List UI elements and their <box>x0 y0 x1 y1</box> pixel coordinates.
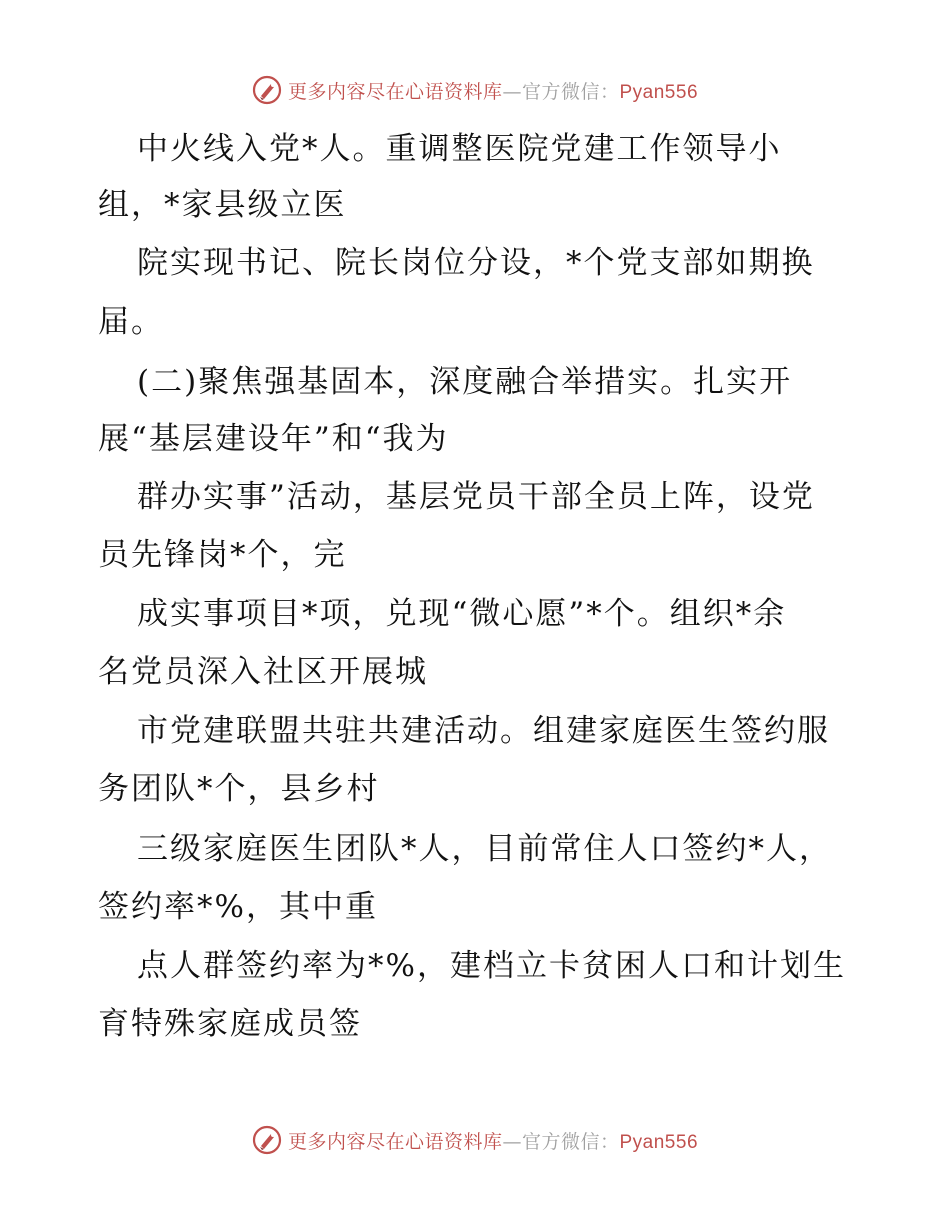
body-line: 务团队*个，县乡村 <box>98 771 380 807</box>
footer-banner <box>0 1120 950 1160</box>
body-line: 员先锋岗*个，完 <box>98 537 347 573</box>
body-line: 群办实事”活动，基层党员干部全员上阵，设党 <box>137 479 815 515</box>
footer-banner-sub: —官方微信： <box>502 1130 620 1153</box>
footer-banner-id: Pyan556 <box>619 1131 699 1153</box>
body-line: 组，*家县级立医 <box>98 187 347 223</box>
footer-banner-text <box>288 1127 698 1154</box>
body-line: 三级家庭医生团队*人，目前常住人口签约*人， <box>137 831 832 867</box>
header-banner-main: 更多内容尽在心语资料库 <box>287 80 503 103</box>
header-banner-sub: —官方微信： <box>502 80 620 103</box>
header-banner-id: Pyan556 <box>619 81 699 103</box>
body-line: 名党员深入社区开展城 <box>98 654 428 690</box>
body-line: 成实事项目*项，兑现“微心愿”*个。组织*余 <box>137 596 787 632</box>
pen-seal-icon <box>252 75 282 105</box>
body-line: 点人群签约率为*%，建档立卡贫困人口和计划生 <box>137 948 846 984</box>
body-line: 市党建联盟共驻共建活动。组建家庭医生签约服 <box>137 713 830 749</box>
body-line: 届。 <box>98 304 164 340</box>
body-line: 中火线入党*人。重调整医院党建工作领导小 <box>137 131 782 167</box>
body-line: 签约率*%，其中重 <box>98 889 378 925</box>
footer-banner-main: 更多内容尽在心语资料库 <box>287 1130 503 1153</box>
body-line: 展“基层建设年”和“我为 <box>98 421 449 457</box>
body-line: 育特殊家庭成员签 <box>98 1006 362 1042</box>
body-line: 院实现书记、院长岗位分设，*个党支部如期换 <box>137 245 815 281</box>
header-banner-text <box>288 77 698 104</box>
header-banner <box>0 70 950 110</box>
pen-seal-icon <box>252 1125 282 1155</box>
body-line: (二)聚焦强基固本，深度融合举措实。扎实开 <box>137 364 793 400</box>
